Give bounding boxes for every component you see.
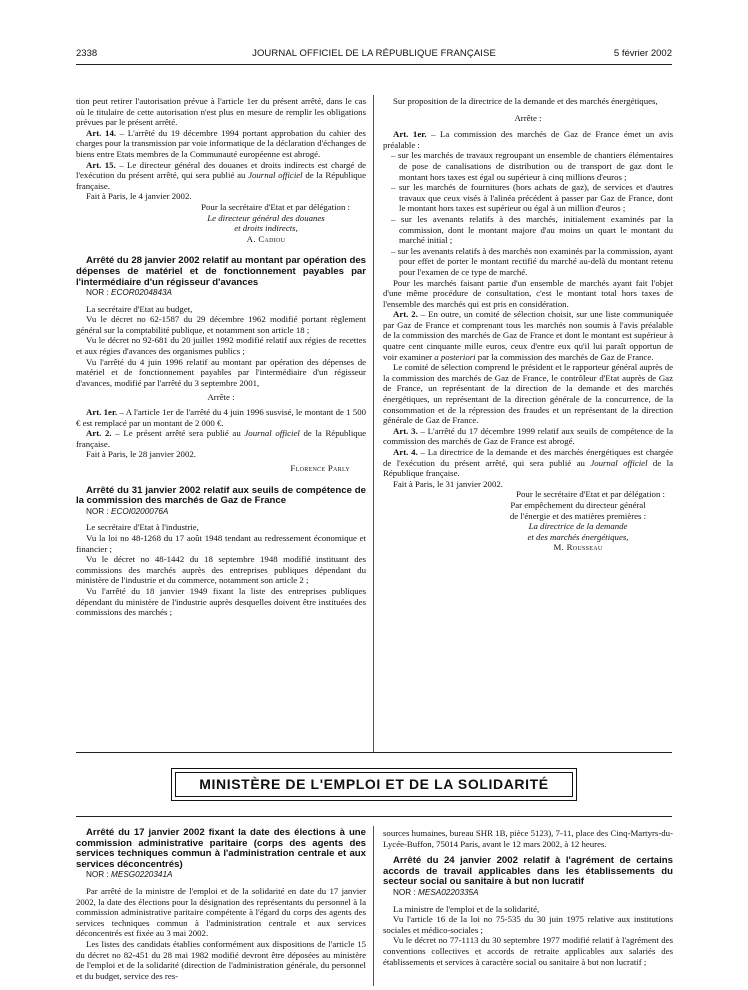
article-label: Art. 15. — [86, 159, 116, 170]
paragraph: Vu le décret no 77-1113 du 30 septembre 1977 modifié relatif à l'agrément des conventions collectives et accords de retraite applicables aux salariés des établissements et services à caractère social ou sanitaire à but non lucratif ; — [383, 935, 673, 967]
paragraph: Vu la loi no 48-1268 du 17 août 1948 tendant au redressement économique et financier ; — [76, 532, 366, 554]
arrete-heading: Arrête : — [207, 392, 235, 403]
paragraph: Sur proposition de la directrice de la demande et des marchés énergétiques, — [393, 96, 658, 106]
paragraph: Vu l'arrêté du 4 juin 1996 relatif au montant par opération des dépenses de matériel et de fonctionnement payables par l'intermédiaire d'un régisseur d'avances, modifié par l'arrêté du 3 septembre 2001, — [76, 356, 366, 388]
bottom-right-column — [383, 828, 673, 967]
nor-label: NOR : — [86, 288, 112, 298]
list-item: – sur les avenants relatifs à des marchés, initialement examinés par la commission, dont le montant majore d'au moins un quart le montant du marché initial ; — [391, 213, 673, 246]
issue-date: 5 février 2002 — [613, 48, 672, 59]
signature-line — [383, 521, 673, 532]
signature-line — [76, 213, 366, 224]
article-label: Art. 4. — [393, 447, 418, 457]
journal-name: Journal officiel — [244, 428, 300, 439]
page-number: 2338 — [76, 48, 98, 59]
column-divider — [373, 826, 374, 986]
list-item: – sur les avenants relatifs à des marchés non examinés par la commission, ayant pour effet de porter le montant rectifié du marché au-delà du montant retenu pour l'examen de ce type de marché. — [391, 245, 673, 277]
paragraph: Le secrétaire d'Etat à l'industrie, — [86, 522, 199, 533]
nor-reference — [76, 507, 366, 518]
nor-code: ECOR0204843A — [111, 288, 173, 298]
paragraph: Vu le décret no 92-681 du 20 juillet 1992 modifié relatif aux régies de recettes et aux régies d'avances des organismes publics ; — [76, 335, 366, 357]
article-label: Art. 14. — [86, 127, 117, 138]
nor-reference — [76, 870, 366, 881]
article-4 — [383, 447, 673, 479]
bottom-left-column — [76, 828, 366, 981]
article-1 — [383, 129, 673, 150]
nor-code: MESA0220335A — [418, 887, 479, 897]
ministry-banner — [171, 768, 577, 801]
signature-title: Le directeur général des douanes — [207, 212, 325, 223]
paragraph: Les listes des candidats établies conformément aux dispositions de l'article 15 du décret no 82-451 du 28 mai 1982 modifié devront être déposées au ministère de l'emploi et de la solidarité (direction de l'administration générale, du personnel et du budget, service des res- — [76, 938, 366, 981]
paragraph: La ministre de l'emploi et de la solidarité, — [393, 903, 540, 914]
signature-line: Par empêchement du directeur général — [510, 499, 646, 510]
nor-reference — [383, 888, 673, 899]
article-text: – Le directeur général des douanes et droits indirects est chargé de l'exécution du présent arrêté, qui sera publié au — [76, 159, 366, 181]
paragraph: La secrétaire d'Etat au budget, — [86, 303, 193, 314]
decree-title: Arrêté du 31 janvier 2002 relatif aux seuils de compétence de la commission des marchés de Gaz de France — [76, 484, 366, 507]
page-header — [76, 48, 672, 62]
nor-reference — [76, 288, 366, 299]
article-label: Art. 1er. — [393, 129, 427, 140]
article-2 — [76, 428, 366, 449]
header-rule — [76, 64, 672, 65]
paragraph: Pour les marchés faisant partie d'un ensemble de marchés ayant fait l'objet d'une même procédure de consultation, c'est le montant total hors taxes de l'ensemble des marchés qui est pris en considération. — [383, 277, 673, 309]
article-label: Art. 2. — [393, 309, 418, 320]
paragraph: Vu le décret no 48-1442 du 18 septembre 1948 modifié instituant des commissions des marchés auprès des entreprises publiques dépendant du ministère de l'industrie et du commerce, notamment son article 2 ; — [76, 554, 366, 586]
article-3 — [383, 426, 673, 447]
signature-line: Pour la secrétaire d'Etat et par délégation : — [201, 201, 350, 212]
arrete-heading: Arrête : — [514, 112, 542, 123]
paragraph: Vu l'article 16 de la loi no 75-535 du 30 juin 1975 relative aux institutions sociales et médico-sociales ; — [383, 914, 673, 935]
journal-title: JOURNAL OFFICIEL DE LA RÉPUBLIQUE FRANÇAISE — [252, 48, 496, 59]
nor-label: NOR : — [86, 870, 112, 880]
article-text: par la commission des marchés de Gaz de France. — [475, 351, 654, 362]
paragraph: Le comité de sélection comprend le président et le rapporteur général auprès de la commission des marchés de Gaz de France, le contrôleur d'Etat auprès de Gaz de France, un représentant de la direction de la demande et des marchés énergétiques, un représentant de la direction générale de la concurrence, de la consommation et de la répression des fraudes et un représentant de la direction générale de Gaz de France. — [383, 362, 673, 426]
fait-a-paris: Fait à Paris, le 31 janvier 2002. — [393, 478, 503, 489]
signature-title: La directrice de la demande — [528, 521, 628, 532]
paragraph: tion peut retirer l'autorisation prévue à l'article 1er du présent arrêté, dans le cas où le titulaire de cette autorisation n'est plus en mesure de remplir les obligations prévues par le présent arrêté. — [76, 96, 366, 128]
article-text: – L'arrêté du 19 décembre 1994 portant approbation du cahier des charges pour la transmission par voie informatique de la déclaration d'échanges de biens entre Etats membres de la Communauté européenne est abrogé. — [76, 127, 366, 159]
article-text: – La directrice de la demande et des marchés énergétiques est chargée de l'exécution du présent arrêté, qui sera publié au — [383, 447, 673, 468]
signature-line — [383, 532, 673, 543]
list-item: – sur les marchés de fournitures (hors achats de gaz), de services et d'autres travaux que ceux visés à l'alinéa précédent à passer par Gaz de France, dont le montant hors taxes est supérieur ou égal à un million d'euros ; — [391, 182, 673, 214]
paragraph: Vu l'arrêté du 18 janvier 1949 fixant la liste des entreprises publiques dépendant du ministère de l'industrie auprès desquelles doivent être instituées des commissions des marchés ; — [76, 585, 366, 618]
signatory-name: A. Cadiou — [246, 233, 286, 244]
article-text: – Le présent arrêté sera publié au — [111, 428, 245, 439]
nor-label: NOR : — [86, 506, 112, 516]
signatory-name: Florence Parly — [290, 463, 350, 473]
nor-code: ECOI0200076A — [111, 506, 169, 516]
signature-line: Pour le secrétaire d'Etat et par délégation : — [516, 489, 665, 500]
article-1 — [76, 407, 366, 428]
article-15 — [76, 160, 366, 192]
article-label: Art. 1er. — [86, 407, 118, 418]
article-text: de la République française. — [383, 457, 673, 479]
paragraph: Vu le décret no 62-1587 du 29 décembre 1962 modifié portant règlement général sur la comptabilité publique, et notamment son article 18 ; — [76, 314, 366, 335]
decree-title: Arrêté du 17 janvier 2002 fixant la date des élections à une commission administrative paritaire (corps des agents des services techniques commun à l'administration centrale et aux services déconcentrés) — [76, 827, 366, 870]
journal-name: Journal officiel — [248, 170, 303, 181]
nor-code: MESG0220341A — [111, 870, 173, 880]
article-text: de la République française. — [76, 428, 366, 449]
journal-name: Journal officiel — [590, 457, 648, 468]
article-text: – A l'article 1er de l'arrêté du 4 juin 1996 susvisé, le montant de 1 500 € est remplacé par un montant de 2 000 €. — [76, 407, 366, 428]
decree-title: Arrêté du 28 janvier 2002 relatif au montant par opération des dépenses de matériel et de fonctionnement payables par l'intermédiaire d'un régisseur d'avances — [76, 255, 366, 288]
latin-term: a posteriori — [434, 351, 476, 362]
article-text: de la République française. — [76, 170, 366, 191]
top-left-column — [76, 96, 366, 618]
article-text: – En outre, un comité de sélection choisit, sur une liste communiquée par Gaz de France et comprenant tous les marchés non soumis à l'avis préalable de la commission des marchés de Gaz de France et dont le montant est supérieur à quatre cent cinquante mille euros, ceux d'entre eux qu'il lui paraît opportun de voir examiner — [383, 309, 673, 362]
column-divider — [373, 95, 374, 752]
signatory-name: M. Rousseau — [553, 542, 603, 553]
ministry-name: MINISTÈRE DE L'EMPLOI ET DE LA SOLIDARITÉ — [175, 772, 573, 797]
nor-label: NOR : — [393, 887, 419, 897]
article-text: – L'arrêté du 17 décembre 1999 relatif aux seuils de compétence de la commission des marchés de Gaz de France est abrogé. — [383, 425, 673, 447]
signature-line: de l'énergie et des matières premières : — [509, 510, 647, 521]
article-14 — [76, 128, 366, 160]
article-text: – La commission des marchés de Gaz de France émet un avis préalable : — [383, 129, 673, 150]
signature-title: et droits indirects, — [234, 223, 298, 234]
article-label: Art. 3. — [393, 425, 418, 436]
article-label: Art. 2. — [86, 428, 112, 439]
paragraph: sources humaines, bureau SHR 1B, pièce 5123), 7-11, place des Cinq-Martyrs-du-Lycée-Buffon, 75014 Paris, avant le 12 mars 2002, à 12 heures. — [383, 828, 673, 849]
fait-a-paris: Fait à Paris, le 28 janvier 2002. — [86, 449, 196, 460]
paragraph: Par arrêté de la ministre de l'emploi et de la solidarité en date du 17 janvier 2002, la date des élections pour la désignation des représentants du personnel à la commission administrative paritaire compétente à l'égard du corps des agents des services techniques commun à l'administration centrale et aux services déconcentrés est fixée au 3 mai 2002. — [76, 885, 366, 939]
decree-title: Arrêté du 24 janvier 2002 relatif à l'agrément de certains accords de travail applicables dans les établissements du secteur social ou sanitaire à but non lucratif — [383, 855, 673, 888]
list-item: – sur les marchés de travaux regroupant un ensemble de chantiers élémentaires de pose de canalisations de distribution ou de transport de gaz dont le montant hors taxes est égal ou supérieur à cinq millions d'euros ; — [391, 150, 673, 182]
article-2 — [383, 309, 673, 362]
top-right-column — [383, 96, 673, 553]
signature-title: et des marchés énergétiques, — [527, 531, 629, 542]
signature-line — [76, 223, 366, 234]
section-rule — [76, 816, 672, 817]
section-rule — [76, 752, 672, 753]
fait-a-paris: Fait à Paris, le 4 janvier 2002. — [86, 191, 192, 202]
